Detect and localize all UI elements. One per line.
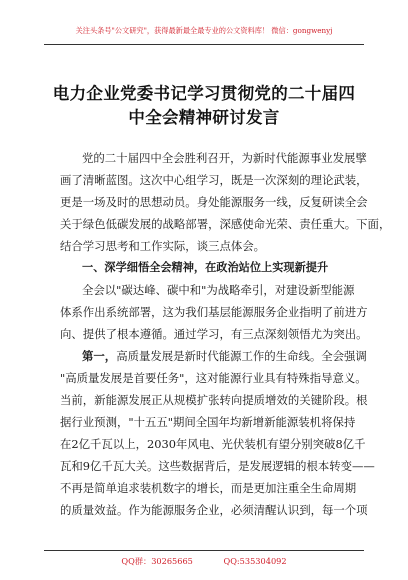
body-line: 瓦和9亿千瓦大关。这些数据背后，是发展逻辑的根本转变—— bbox=[60, 459, 375, 473]
body-line: 体系作出系统部署，这为我们基层能源服务企业指明了前进方 bbox=[60, 305, 368, 319]
body-line-text: 高质量发展是新时代能源工作的生命线。全会强调 bbox=[116, 349, 367, 363]
body-line: 不再是简单追求装机数字的增长，而是更加注重全生命周期 bbox=[60, 481, 357, 495]
body-line: 据行业预测，"十五五"期间全国年均新增新能源装机将保持 bbox=[60, 415, 356, 429]
footer bbox=[0, 556, 408, 567]
body-line: 更是一场及时的思想动员。身处能源服务一线，反复研读全会 bbox=[60, 195, 368, 209]
body-line: 当前，新能源发展正从规模扩张转向提质增效的关键阶段。根 bbox=[60, 393, 368, 407]
footer-divider bbox=[44, 550, 364, 551]
section-heading: 一、深学细悟全会精神，在政治站位上实现新提升 bbox=[82, 261, 329, 274]
body-line: 全会以"碳达峰、碳中和"为战略牵引，对建设新型能源 bbox=[82, 283, 355, 297]
paragraph-lead: 第一， bbox=[82, 349, 117, 363]
body-line: 党的二十届四中全会胜利召开，为新时代能源事业发展擘 bbox=[82, 151, 367, 165]
body-line: "高质量发展是首要任务"，这对能源行业具有特殊指导意义。 bbox=[60, 371, 367, 385]
body-line: 在2亿千瓦以上，2030年风电、光伏装机有望分别突破8亿千 bbox=[60, 437, 366, 451]
header-banner: 关注头条号"公文研究"，获得最新最全最专业的公文资料库！ 微信：gongwenyj bbox=[75, 26, 333, 35]
body-line: 关于绿色低碳发展的战略部署，深感使命光荣、责任重大。下面， bbox=[60, 217, 391, 231]
body-line: 向、提供了根本遵循。通过学习，有三点深刻领悟尤为突出。 bbox=[60, 327, 368, 341]
body-line: 画了清晰蓝图。这次中心组学习，既是一次深刻的理论武装， bbox=[60, 173, 368, 187]
body-line: 结合学习思考和工作实际，谈三点体会。 bbox=[60, 239, 266, 253]
title-line: 电力企业党委书记学习贯彻党的二十届四 bbox=[52, 84, 356, 103]
document-title bbox=[40, 82, 368, 130]
body-line: 的质量效益。作为能源服务企业，必须清醒认识到，每一个项 bbox=[60, 503, 368, 517]
body-line bbox=[60, 345, 367, 367]
title-line: 中全会精神研讨发言 bbox=[128, 108, 280, 127]
document-body bbox=[60, 147, 391, 521]
header-divider bbox=[44, 44, 364, 45]
footer-qq-contact: QQ:535304092 bbox=[223, 556, 287, 566]
footer-qq-group: QQ群：30265665 bbox=[121, 556, 193, 566]
